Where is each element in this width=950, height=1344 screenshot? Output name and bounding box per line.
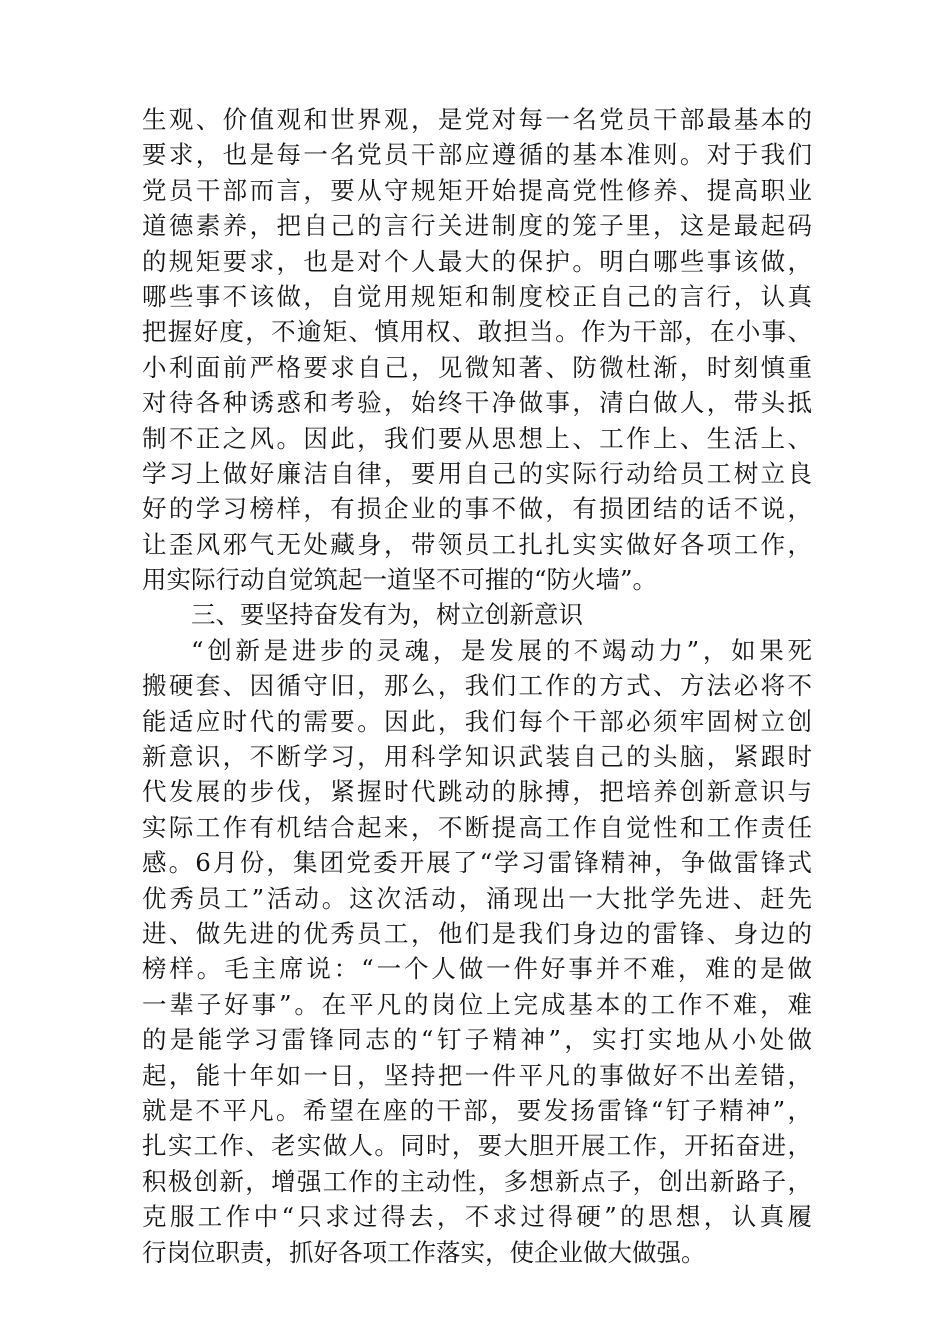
text-line: 榜样。毛主席说：“一个人做一件好事并不难，难的是做 <box>142 954 812 984</box>
text-line: 感。6月份，集团党委开展了“学习雷锋精神，争做雷锋式 <box>142 848 812 878</box>
text-line: 克服工作中“只求过得去，不求过得硬”的思想，认真履 <box>142 1202 812 1232</box>
text-line: 扎实工作、老实做人。同时，要大胆开展工作，开拓奋进， <box>142 1131 812 1161</box>
text-line: 代发展的步伐，紧握时代跳动的脉搏，把培养创新意识与 <box>142 777 812 807</box>
text-line: 哪些事不该做，自觉用规矩和制度校正自己的言行，认真 <box>142 281 812 311</box>
text-line: 对待各种诱惑和考验，始终干净做事，清白做人，带头抵 <box>142 388 812 418</box>
section-heading: 三、要坚持奋发有为，树立创新意识 <box>191 600 583 630</box>
text-line: 让歪风邪气无处藏身，带领员工扎扎实实做好各项工作， <box>142 529 812 559</box>
text-line: 小利面前严格要求自己，见微知著、防微杜渐，时刻慎重 <box>142 352 812 382</box>
text-line: 制不正之风。因此，我们要从思想上、工作上、生活上、 <box>142 423 812 453</box>
text-line: 用实际行动自觉筑起一道坚不可摧的“防火墙”。 <box>142 565 658 595</box>
text-line: 要求，也是每一名党员干部应遵循的基本准则。对于我们 <box>142 140 812 170</box>
document-body <box>142 102 812 1270</box>
text-line: 就是不平凡。希望在座的干部，要发扬雷锋“钉子精神”， <box>142 1095 812 1125</box>
text-line: 的规矩要求，也是对个人最大的保护。明白哪些事该做， <box>142 246 812 276</box>
text-line: 新意识，不断学习，用科学知识武装自己的头脑，紧跟时 <box>142 742 812 772</box>
text-line: 积极创新，增强工作的主动性，多想新点子，创出新路子， <box>142 1166 812 1196</box>
text-line: 好的学习榜样，有损企业的事不做，有损团结的话不说， <box>142 494 812 524</box>
text-line: “创新是进步的灵魂，是发展的不竭动力”，如果死 <box>191 635 812 665</box>
text-line: 优秀员工”活动。这次活动，涌现出一大批学先进、赶先 <box>142 883 812 913</box>
text-line: 的是能学习雷锋同志的“钉子精神”，实打实地从小处做 <box>142 1025 812 1055</box>
text-line: 行岗位职责，抓好各项工作落实，使企业做大做强。 <box>142 1237 706 1267</box>
text-line: 一辈子好事”。在平凡的岗位上完成基本的工作不难，难 <box>142 989 812 1019</box>
text-line: 生观、价值观和世界观，是党对每一名党员干部最基本的 <box>142 105 812 134</box>
paragraph-2 <box>142 633 812 1270</box>
text-line: 道德素养，把自己的言行关进制度的笼子里，这是最起码 <box>142 211 812 241</box>
text-line: 党员干部而言，要从守规矩开始提高党性修养、提高职业 <box>142 175 812 205</box>
text-line: 实际工作有机结合起来，不断提高工作自觉性和工作责任 <box>142 812 812 842</box>
text-line: 学习上做好廉洁自律，要用自己的实际行动给员工树立良 <box>142 458 812 488</box>
text-line: 起，能十年如一日，坚持把一件平凡的事做好不出差错， <box>142 1060 812 1090</box>
text-line: 搬硬套、因循守旧，那么，我们工作的方式、方法必将不 <box>142 671 812 701</box>
text-line: 能适应时代的需要。因此，我们每个干部必须牢固树立创 <box>142 706 812 736</box>
paragraph-1 <box>142 102 812 597</box>
text-line: 进、做先进的优秀员工，他们是我们身边的雷锋、身边的 <box>142 918 812 948</box>
text-line: 把握好度，不逾矩、慎用权、敢担当。作为干部，在小事、 <box>142 317 812 347</box>
